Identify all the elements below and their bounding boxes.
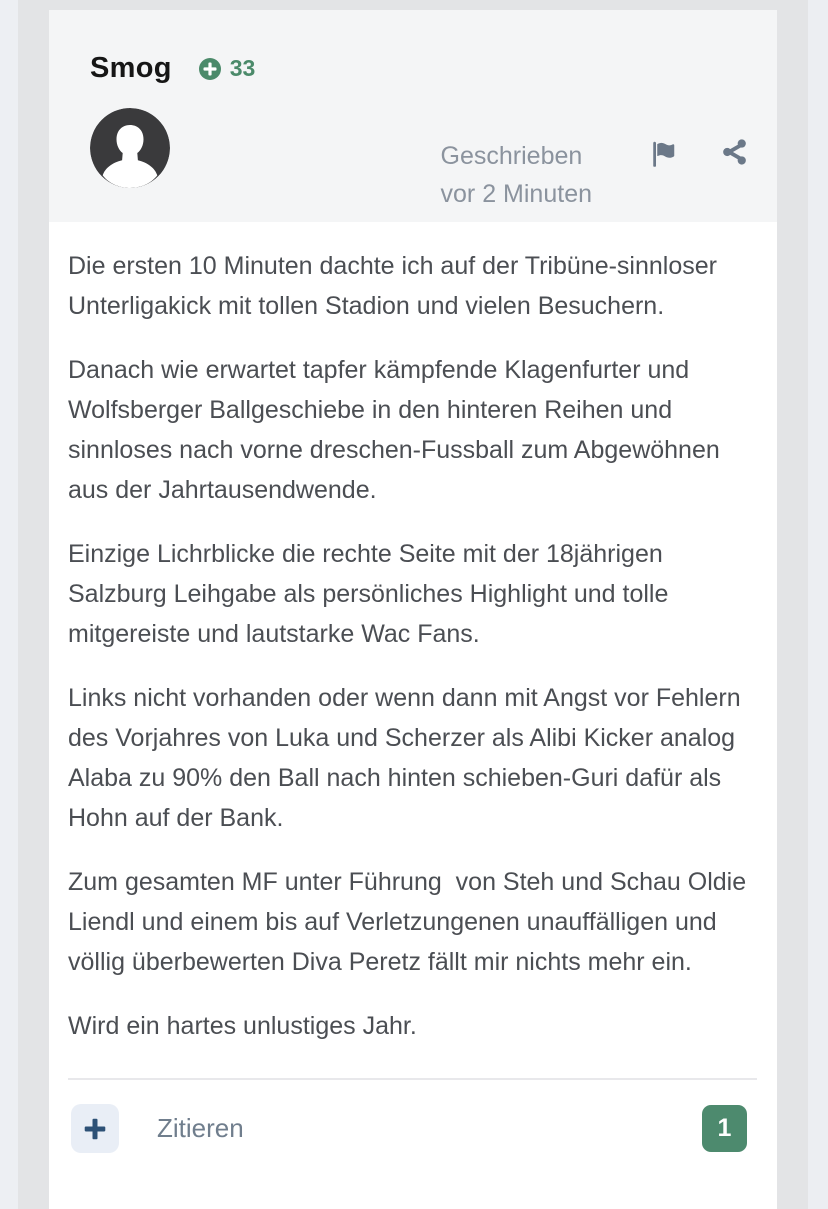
reputation-badge[interactable] [198,55,256,82]
flag-icon [648,139,678,169]
post-body [49,222,777,1070]
post-paragraph: Wird ein hartes unlustiges Jahr. [68,1012,417,1040]
author-row [90,52,749,85]
post-paragraph: Einzige Lichrblicke die rechte Seite mit der 18jährigen Salzburg Leihgabe als persönliches Highlight und tolle mitgereiste und lautstarke Wac Fans. [68,540,676,648]
plus-icon [82,1116,108,1142]
quote-link[interactable]: Zitieren [157,1113,244,1143]
multiquote-button[interactable] [71,1104,119,1153]
reputation-count: 33 [229,55,256,81]
plus-circle-icon [198,57,222,81]
post-footer [49,1080,777,1153]
header-row [90,108,749,213]
header-meta-group [441,137,749,213]
post-paragraph: Danach wie erwartet tapfer kämpfende Klagenfurter und Wolfsberger Ballgeschiebe in den hinteren Reihen und sinnloses nach vorne dreschen-Fussball zum Abgewöhnen aus der Jahrtausendwende. [68,356,727,504]
post-paragraph: Links nicht vorhanden oder wenn dann mit Angst vor Fehlern des Vorjahres von Luka und Scherzer als Alibi Kicker analog Alaba zu 90% den Ball nach hinten schieben-Guri dafür als Hohn auf der Bank. [68,684,748,832]
post-meta-line1: Geschrieben [440,142,583,170]
avatar[interactable] [90,108,170,188]
page-left-gutter [0,0,18,1209]
forum-post-card [49,10,777,1209]
post-meta-line2: vor 2 Minuten [440,180,592,208]
post-paragraph: Zum gesamten MF unter Führung von Steh und Schau Oldie Liendl und einem bis auf Verletzungenen unauffälligen und völlig überbewerten Diva Peretz fällt mir nichts mehr ein. [68,868,754,976]
report-flag-button[interactable] [648,139,678,169]
share-nodes-icon [720,137,749,167]
post-paragraph: Die ersten 10 Minuten dachte ich auf der Tribüne-sinnloser Unterligakick mit tollen Stadion und vielen Besuchern. [68,252,724,320]
person-silhouette-icon [90,108,170,188]
post-meta-timestamp [441,137,592,213]
share-button[interactable] [720,137,749,167]
post-header [49,10,777,222]
author-username[interactable]: Smog [90,52,172,84]
page-right-gutter [808,0,828,1209]
reaction-count-badge[interactable]: 1 [702,1105,747,1152]
